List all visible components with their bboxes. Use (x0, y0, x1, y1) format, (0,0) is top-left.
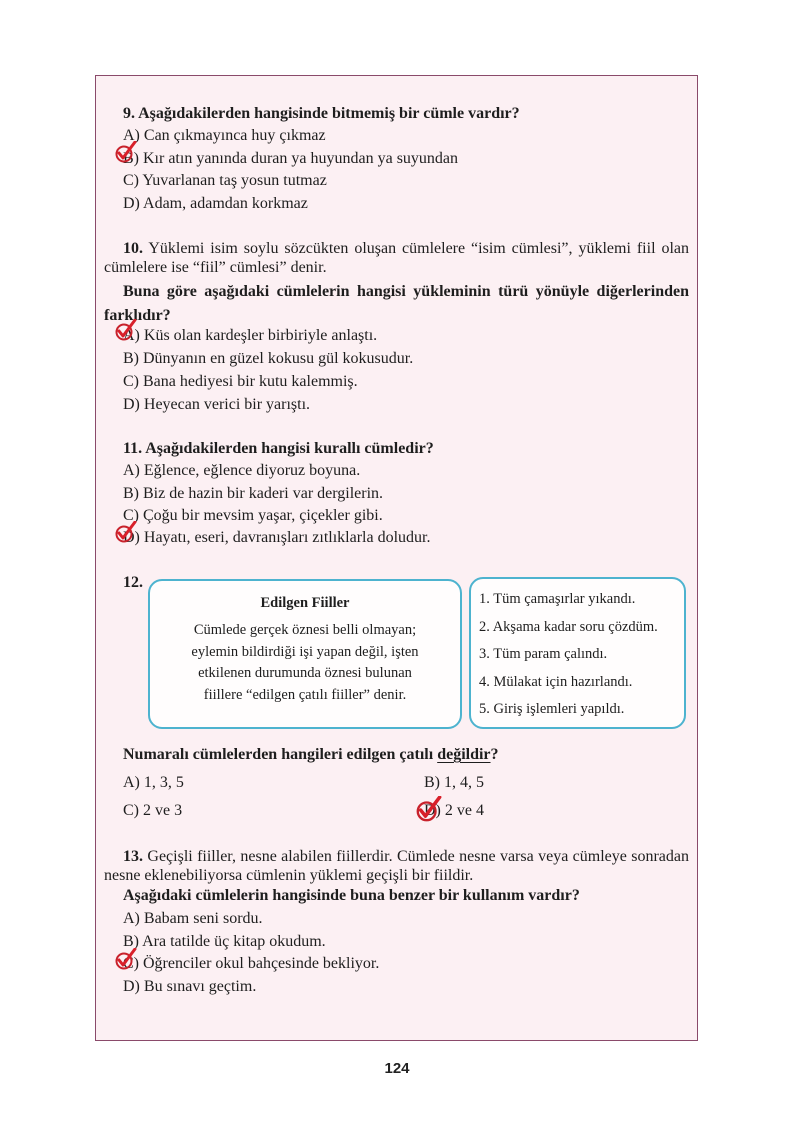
check-mark-icon (416, 796, 442, 822)
question-text: Aşağıdakilerden hangisi kurallı cümledir? (145, 440, 434, 457)
sentence-3: 3. Tüm param çalındı. (479, 646, 608, 662)
option-d[interactable]: D) Heyecan verici bir yarıştı. (123, 396, 311, 413)
page-number: 124 (384, 1060, 410, 1077)
question-number: 11. (123, 440, 143, 457)
question-stem: Aşağıdaki cümlelerin hangisinde buna benzer bir kullanım vardır? (123, 887, 580, 904)
question-stem (123, 440, 434, 458)
option-c[interactable]: C) 2 ve 3 (123, 802, 183, 819)
question-number: 12. (123, 574, 143, 591)
definition-box (148, 579, 462, 729)
check-mark-icon (115, 141, 137, 163)
option-b[interactable]: B) Biz de hazin bir kaderi var dergilerin. (123, 485, 384, 502)
emphasis-word: değildir (437, 746, 491, 763)
sentence-4: 4. Mülakat için hazırlandı. (479, 673, 633, 690)
sentence-2: 2. Akşama kadar soru çözdüm. (479, 618, 658, 635)
option-d[interactable]: D) 2 ve 4 (424, 802, 484, 819)
option-c[interactable]: C) Bana hediyesi bir kutu kalemmiş. (123, 373, 358, 390)
sentence-5: 5. Giriş işlemleri yapıldı. (479, 701, 625, 717)
question-stem (123, 105, 520, 123)
option-c[interactable]: C) Öğrenciler okul bahçesinde bekliyor. (123, 955, 380, 972)
option-a[interactable]: A) 1, 3, 5 (123, 774, 184, 791)
question-text: Buna göre aşağıdaki cümlelerin hangisi yükleminin türü yönüyle diğerlerinden farklıdır? (104, 283, 689, 324)
numbered-sentences-box (469, 577, 686, 729)
option-a[interactable]: A) Küs olan kardeşler birbiriyle anlaştı. (123, 327, 378, 344)
question-intro: 13. Geçişli fiiller, nesne alabilen fiillerdir. Cümlede nesne varsa veya cümleye sonradan nesne eklenebiliyorsa cümlenin yüklemi geçişli bir fiildir. (104, 848, 690, 884)
question-number: 10. (123, 240, 143, 257)
option-b[interactable]: B) 1, 4, 5 (424, 774, 484, 791)
option-a[interactable]: A) Babam seni sordu. (123, 910, 263, 927)
question-stem: Numaralı cümlelerden hangileri edilgen çatılı değildir? (123, 746, 499, 763)
check-mark-icon (115, 948, 137, 970)
option-d[interactable]: D) Adam, adamdan korkmaz (123, 195, 308, 212)
option-b[interactable]: B) Kır atın yanında duran ya huyundan ya suyundan (123, 150, 459, 167)
question-number: 13. (123, 848, 143, 865)
option-c[interactable]: C) Çoğu bir mevsim yaşar, çiçekler gibi. (123, 507, 383, 524)
option-d[interactable]: D) Bu sınavı geçtim. (123, 978, 257, 995)
option-a[interactable]: A) Eğlence, eğlence diyoruz boyuna. (123, 462, 361, 479)
option-b[interactable]: B) Dünyanın en güzel kokusu gül kokusudur. (123, 350, 414, 367)
question-number: 9. (123, 105, 135, 122)
check-mark-icon (115, 521, 137, 543)
question-text: Aşağıdakilerden hangisinde bitmemiş bir cümle vardır? (138, 105, 520, 122)
option-c[interactable]: C) Yuvarlanan taş yosun tutmaz (123, 172, 327, 189)
definition-title: Edilgen Fiiller (260, 595, 350, 611)
check-mark-icon (115, 319, 137, 341)
sentence-1: 1. Tüm çamaşırlar yıkandı. (479, 591, 636, 607)
question-stem (104, 280, 689, 328)
question-intro: 10. Yüklemi isim soylu sözcükten oluşan cümlelere “isim cümlesi”, yüklemi fiil olan cümlelere ise “fiil” cümlesi” denir. (104, 240, 690, 276)
worksheet-frame (95, 75, 698, 1041)
option-a[interactable]: A) Can çıkmayınca huy çıkmaz (123, 127, 326, 144)
option-b[interactable]: B) Ara tatilde üç kitap okudum. (123, 933, 326, 950)
option-d[interactable]: D) Hayatı, eseri, davranışları zıtlıklarla doludur. (123, 529, 431, 546)
definition-body: Cümlede gerçek öznesi belli olmayan; eylemin bildirdiği işi yapan değil, işten etkilenen durumunda öznesi bulunan fiillere “edilgen çatılı fiiller” denir. (191, 622, 419, 703)
